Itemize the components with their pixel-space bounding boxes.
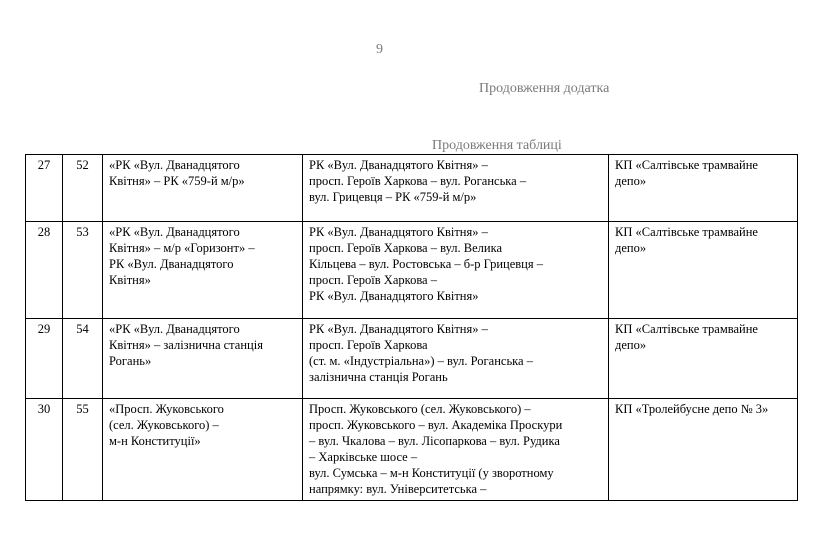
route-number-cell: 55: [63, 399, 103, 501]
route-path-cell: Просп. Жуковського (сел. Жуковського) – просп. Жуковського – вул. Академіка Проскури – вул. Чкалова – вул. Лісопаркова – вул. Рудика – Харківське шосе – вул. Сумська – м-н Конституції (у зворотному напрямку: вул. Університетська –: [303, 399, 609, 501]
appendix-continuation-label: Продовження додатка: [479, 81, 610, 96]
table-row: [26, 319, 798, 399]
row-index-cell: 28: [26, 222, 63, 319]
table-row: [26, 399, 798, 501]
row-index-cell: 30: [26, 399, 63, 501]
route-name-cell: «Просп. Жуковського (сел. Жуковського) – м-н Конституції»: [103, 399, 303, 501]
table-row: [26, 155, 798, 222]
row-index-cell: 29: [26, 319, 63, 399]
routes-table: [25, 154, 798, 501]
route-number-cell: 54: [63, 319, 103, 399]
route-name-cell: «РК «Вул. Дванадцятого Квітня» – залізнична станція Рогань»: [103, 319, 303, 399]
route-name-cell: «РК «Вул. Дванадцятого Квітня» – м/р «Горизонт» – РК «Вул. Дванадцятого Квітня»: [103, 222, 303, 319]
row-index-cell: 27: [26, 155, 63, 222]
route-path-cell: РК «Вул. Дванадцятого Квітня» – просп. Героїв Харкова (ст. м. «Індустріальна») – вул. Роганська – залізнична станція Рогань: [303, 319, 609, 399]
route-path-cell: РК «Вул. Дванадцятого Квітня» – просп. Героїв Харкова – вул. Велика Кільцева – вул. Ростовська – б-р Грицевця – просп. Героїв Харкова – РК «Вул. Дванадцятого Квітня»: [303, 222, 609, 319]
route-operator-cell: КП «Салтівське трамвайне депо»: [609, 319, 798, 399]
route-operator-cell: КП «Салтівське трамвайне депо»: [609, 222, 798, 319]
route-number-cell: 53: [63, 222, 103, 319]
route-number-cell: 52: [63, 155, 103, 222]
route-path-cell: РК «Вул. Дванадцятого Квітня» – просп. Героїв Харкова – вул. Роганська – вул. Грицевця – РК «759-й м/р»: [303, 155, 609, 222]
page-number: 9: [376, 42, 383, 57]
table-continuation-label: Продовження таблиці: [432, 138, 562, 153]
route-operator-cell: КП «Салтівське трамвайне депо»: [609, 155, 798, 222]
route-operator-cell: КП «Тролейбусне депо № 3»: [609, 399, 798, 501]
route-name-cell: «РК «Вул. Дванадцятого Квітня» – РК «759-й м/р»: [103, 155, 303, 222]
table-row: [26, 222, 798, 319]
